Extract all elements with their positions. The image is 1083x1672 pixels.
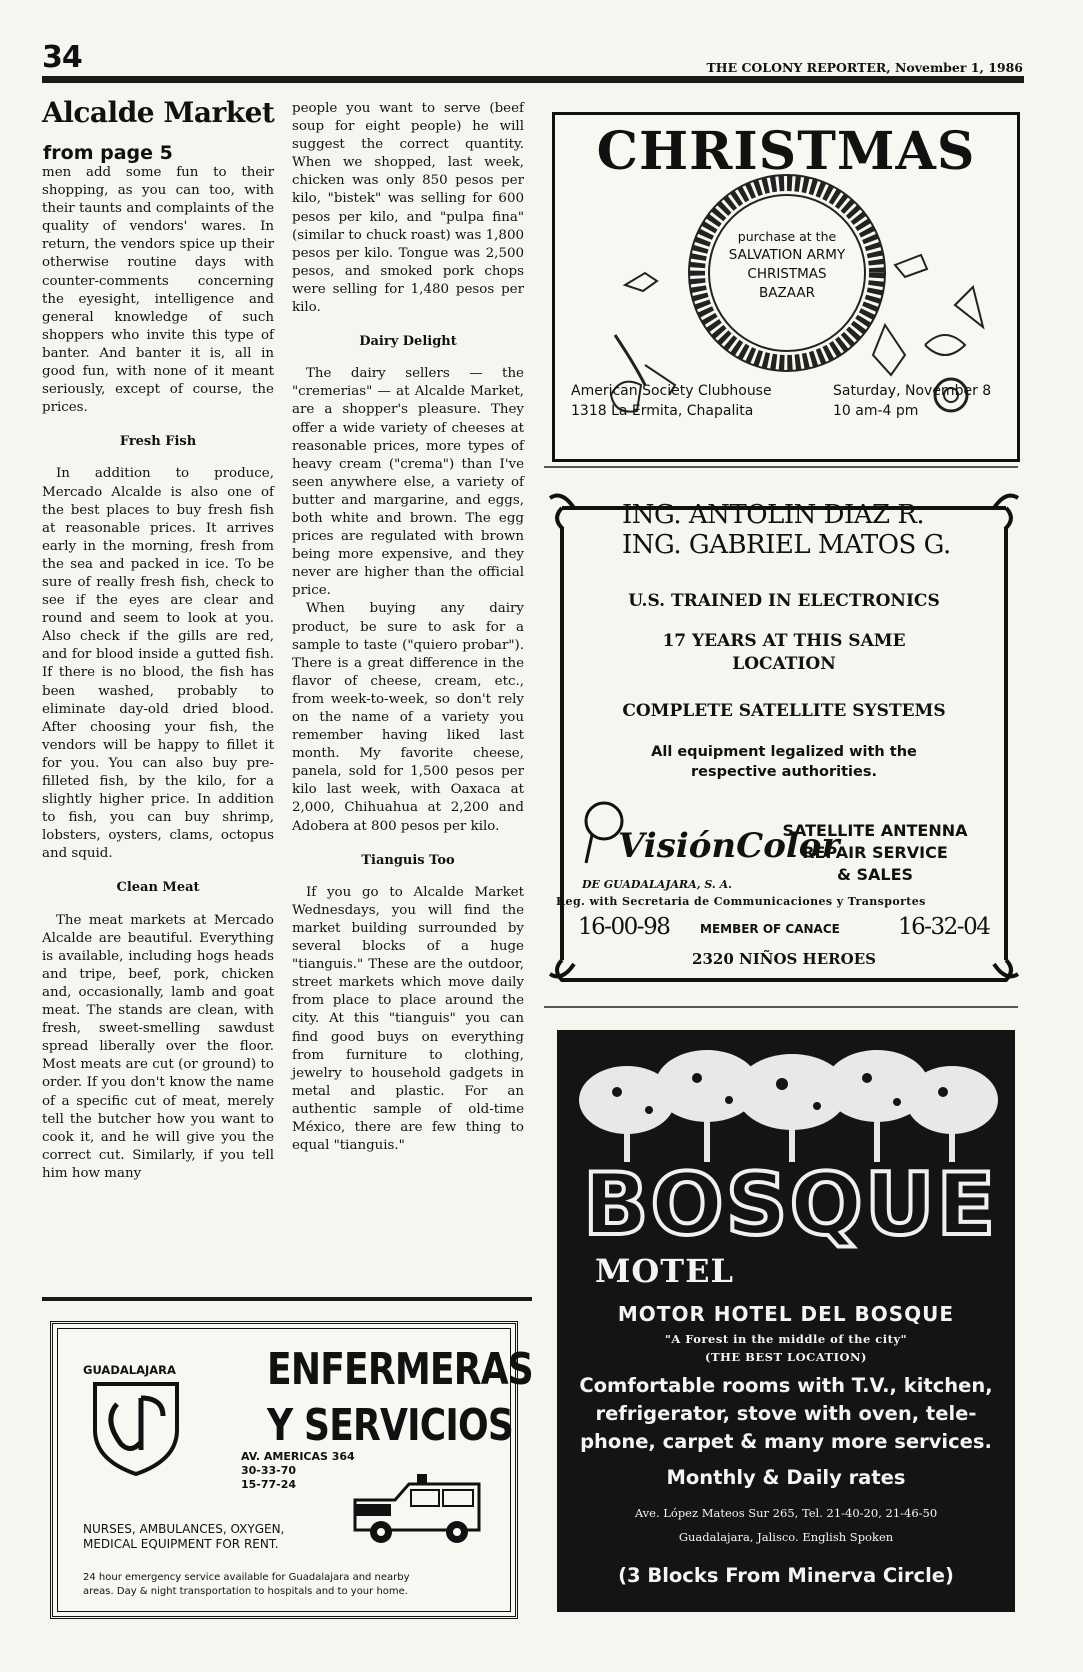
amenities-line: phone, carpet & many more services. (580, 1430, 992, 1453)
bosque-logo-text: BOSQUE (583, 1155, 998, 1255)
subhead-fresh-fish: Fresh Fish (119, 434, 197, 450)
christmas-bazaar-ad (552, 112, 1020, 462)
title-line: Y SERVICIOS (267, 1400, 513, 1451)
hotel-directions: (3 Blocks From Minerva Circle) (618, 1564, 954, 1587)
article-headline: Alcalde Market (42, 96, 275, 129)
ad-divider (544, 466, 1018, 468)
engineer-name: ING. GABRIEL MATOS G. (622, 530, 951, 560)
legal-line: All equipment legalized with the (651, 744, 917, 760)
nurses-emblem-icon (81, 1378, 191, 1478)
hotel-best-location: (THE BEST LOCATION) (705, 1350, 867, 1364)
hotel-city: Guadalajara, Jalisco. English Spoken (678, 1530, 894, 1544)
nursing-services-ad (50, 1321, 533, 1619)
article-paragraph: The dairy sellers — the "cremerias" — at Alcalde Market, are a shopper's pleasure. They offer a wide variety of cheeses at reasonable prices, more types of heavy cream ("crema") than I've seen anywhere else, a variety of butter and margarine, and eggs, both white and brown. The egg prices are regulated with brown being more expensive, and they never are higher than the official price. (292, 366, 524, 599)
article-paragraph: In addition to produce, Mercado Alcalde is also one of the best places to buy fresh fish at reasonable prices. It arrives early in the morning, fresh from the sea and packed in ice. To be sure of really fresh fish, check to see if the eyes are clear and round and seem to look at you. Also check if the gills are red, and for blood inside a gutted fish. If there is no blood, the fish has been washed, probably to eliminate day-old dried blood. After choosing your fish, the vendors will be happy to fillet it for you. You can also buy pre-filleted fish, by the kilo, for a slightly higher price. In addition to fish, you can buy shrimp, lobsters, oysters, clams, octopus and squid. (42, 466, 274, 862)
venue-name: American Society Clubhouse (571, 383, 772, 399)
satellite-line: COMPLETE SATELLITE SYSTEMS (622, 701, 946, 721)
brand-name: VisiónColor (618, 826, 840, 866)
christmas-venue (571, 381, 772, 421)
running-head: THE COLONY REPORTER, November 1, 1986 (706, 60, 1023, 75)
christmas-bazaar-text (687, 227, 887, 303)
article-end-rule (42, 1297, 532, 1301)
amenities-line: refrigerator, stove with oven, tele- (595, 1402, 977, 1425)
member-line: MEMBER OF CANACE (700, 922, 840, 936)
services-line: MEDICAL EQUIPMENT FOR RENT. (83, 1537, 279, 1551)
hotel-tagline: "A Forest in the middle of the city" (664, 1332, 908, 1346)
article-paragraph: When buying any dairy product, be sure to ask for a sample to taste ("quiero probar"). There is a great difference in the flavor of cheese, cream, etc., from week-to-week, so don't rely on the name of a variety you remember having liked last month. My favorite cheese, panela, sold for 1,500 pesos per kilo last week, with Oaxaca at 2,000, Chihuahua at 2,200 and Adobera at 800 pesos per kilo. (292, 601, 524, 834)
article-paragraph: If you go to Alcalde Market Wednesdays, you will find the market building surrounded by several blocks of a huge "tianguis." These are the outdoor, street markets which move daily from place to place around the city. At this "tianguis" you can find good buys on everything from furniture to clothing, jewelry to household gadgets in metal and plastic. For an authentic sample of old-time México, there are few thing to equal "tianguis." (292, 884, 524, 1154)
scroll-frame (550, 490, 1018, 982)
subhead-dairy-delight: Dairy Delight (359, 334, 457, 350)
subhead-clean-meat: Clean Meat (116, 880, 200, 896)
article-column-2 (292, 100, 524, 1155)
nurses-address: AV. AMERICAS 364 (241, 1450, 355, 1463)
city-label: GUADALAJARA (83, 1363, 176, 1377)
amenities-line: Comfortable rooms with T.V., kitchen, (579, 1374, 993, 1397)
footer-line: 24 hour emergency service available for Guadalajara and nearby (83, 1572, 410, 1583)
bazaar-line: BAZAAR (759, 285, 815, 301)
years-line: 17 YEARS AT THIS SAME (662, 631, 906, 651)
service-line: REPAIR SERVICE (802, 843, 948, 862)
event-time: 10 am-4 pm (833, 403, 919, 419)
registration-line: Reg. with Secretaria de Communicaciones y Transportes (556, 895, 926, 908)
service-list (780, 820, 970, 886)
ad-divider (544, 1006, 1018, 1008)
trained-line: U.S. TRAINED IN ELECTRONICS (628, 591, 940, 611)
service-line: & SALES (836, 865, 914, 884)
hotel-full-name: MOTOR HOTEL DEL BOSQUE (617, 1302, 955, 1326)
ambulance-icon (347, 1470, 497, 1548)
phone-number: 16-00-98 (578, 914, 670, 940)
event-date: Saturday, November 8 (833, 383, 992, 399)
rates-line: Monthly & Daily rates (666, 1466, 906, 1489)
trees-illustration (557, 1030, 1015, 1170)
motel-label: MOTEL (595, 1252, 734, 1290)
article-column-1 (42, 164, 274, 1183)
bazaar-line: SALVATION ARMY (728, 247, 846, 263)
engineer-names (622, 500, 951, 560)
engineer-name: ING. ANTOLIN DIAZ R. (622, 500, 925, 530)
phone-number: 15-77-24 (241, 1478, 297, 1491)
title-line: ENFERMERAS (267, 1344, 533, 1395)
hotel-address: Ave. López Mateos Sur 265, Tel. 21-40-20, 21-46-50 (634, 1506, 938, 1520)
nurses-contact (241, 1450, 355, 1492)
christmas-date (833, 381, 991, 421)
page-number: 34 (42, 40, 82, 75)
legal-line: respective authorities. (691, 764, 877, 780)
article-paragraph: people you want to serve (beef soup for eight people) he will suggest the correct quantity. When we shopped, last week, chicken was only 850 pesos per kilo, "bistek" was selling for 600 pesos per kilo, and "pulpa fina" (similar to chuck roast) was 1,800 pesos per kilo. Tongue was 2,500 pesos, and smoked pork chops were selling for 1,480 pesos per kilo. (292, 101, 524, 316)
nurses-services (83, 1522, 284, 1552)
bazaar-line: CHRISTMAS (747, 266, 827, 282)
electronics-service-ad (550, 490, 1018, 982)
years-line: LOCATION (732, 654, 836, 674)
brand-subtitle: DE GUADALAJARA, S. A. (582, 878, 732, 891)
article-paragraph: The meat markets at Mercado Alcalde are beautiful. Everything is available, including hogs heads and tripe, beef, pork, chicken and, occasionally, lamb and goat meat. The stands are clean, with fresh, sweet-smelling sawdust spread liberally over the floor. Most meats are cut (or ground) to order. If you don't know the name of a specific cut of meat, merely tell the butcher how you want to cook it, and he will give you the correct cut. Similarly, if you tell him how many (42, 912, 274, 1181)
venue-address: 1318 La Ermita, Chapalita (571, 403, 754, 419)
footer-line: areas. Day & night transportation to hospitals and to your home. (83, 1586, 408, 1597)
article-paragraph: men add some fun to their shopping, as you can too, with their taunts and complaints of the quality of vendors' wares. In return, the vendors spice up their otherwise routine days with counter-comments concerning the eyesight, intelligence and general knowledge of such shoppers who invite this type of banter. And banter it is, all in good fun, with none of it meant seriously, except of course, the prices. (42, 165, 274, 416)
article-jump-line: from page 5 (43, 142, 173, 164)
subhead-tianguis-too: Tianguis Too (361, 852, 455, 868)
header-rule (42, 76, 1024, 83)
bazaar-line: purchase at the (737, 229, 837, 244)
service-line: SATELLITE ANTENNA (782, 821, 968, 840)
shop-address: 2320 NIÑOS HEROES (692, 950, 876, 968)
nurses-title (267, 1342, 533, 1454)
phone-number: 16-32-04 (898, 914, 990, 940)
bosque-motel-ad (557, 1030, 1015, 1612)
visioncolor-logo (582, 795, 840, 866)
services-line: NURSES, AMBULANCES, OXYGEN, (83, 1522, 285, 1536)
christmas-title: CHRISTMAS (596, 121, 976, 182)
phone-number: 30-33-70 (241, 1464, 297, 1477)
nurses-footer (83, 1571, 410, 1599)
